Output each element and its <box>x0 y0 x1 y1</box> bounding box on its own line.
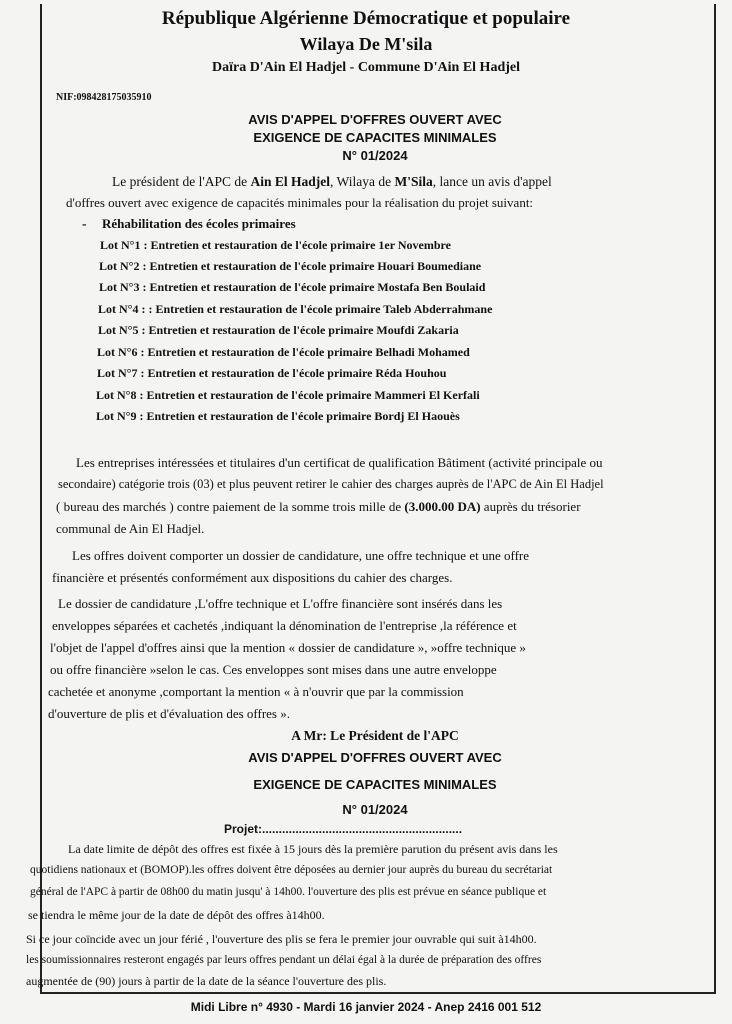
body-line: financière et présentés conformément aux dispositions du cahier des charges. <box>52 570 453 585</box>
lot-item: Lot N°7 : Entretien et restauration de l'école primaire Réda Houhou <box>97 366 447 380</box>
body-line: communal de Ain El Hadjel. <box>56 521 205 536</box>
body-line: cachetée et anonyme ,comportant la mention « à n'ouvrir que par la commission <box>48 684 464 699</box>
closing-line: La date limite de dépôt des offres est fixée à 15 jours dès la première parution du présent avis dans les <box>68 842 558 856</box>
footer-publication: Midi Libre n° 4930 - Mardi 16 janvier 2024 - Anep 2416 001 512 <box>190 1000 542 1014</box>
body-line: l'objet de l'appel d'offres ainsi que la mention « dossier de candidature », »offre technique » <box>50 640 526 655</box>
lot-item: Lot N°8 : Entretien et restauration de l'école primaire Mammeri El Kerfali <box>96 388 480 402</box>
address-title-line2: EXIGENCE DE CAPACITES MINIMALES <box>253 777 497 792</box>
lot-item: Lot N°3 : Entretien et restauration de l'école primaire Mostafa Ben Boulaid <box>99 280 486 294</box>
avis-title-line2: EXIGENCE DE CAPACITES MINIMALES <box>253 130 497 145</box>
address-project: Projet:............................................................ <box>224 822 463 836</box>
nif-number: NIF:098428175035910 <box>56 92 152 103</box>
body-line: secondaire) catégorie trois (03) et plus peuvent retirer le cahier des charges auprès de l'APC de Ain El Hadjel <box>58 477 604 491</box>
header-republic: République Algérienne Démocratique et populaire <box>161 8 571 29</box>
address-recipient: A Mr: Le Président de l'APC <box>291 728 459 743</box>
lot-item: Lot N°9 : Entretien et restauration de l'école primaire Bordj El Haouès <box>96 409 460 423</box>
lot-item: Lot N°1 : Entretien et restauration de l'école primaire 1er Novembre <box>100 238 451 252</box>
intro-line1: Le président de l'APC de Ain El Hadjel, Wilaya de M'Sila, lance un avis d'appel <box>112 174 552 189</box>
address-title-line1: AVIS D'APPEL D'OFFRES OUVERT AVEC <box>248 750 502 765</box>
closing-line: se tiendra le même jour de la date de dépôt des offres à14h00. <box>28 908 325 922</box>
body-line: ( bureau des marchés ) contre paiement de la somme trois mille de (3.000.00 DA) auprès du trésorier <box>56 499 581 514</box>
lot-item: Lot N°2 : Entretien et restauration de l'école primaire Houari Boumediane <box>99 259 482 273</box>
lot-item: Lot N°4 : : Entretien et restauration de l'école primaire Taleb Abderrahmane <box>98 302 493 316</box>
body-line: ou offre financière »selon le cas. Ces enveloppes sont mises dans une autre enveloppe <box>50 662 497 677</box>
avis-number: N° 01/2024 <box>342 148 408 163</box>
intro-line2: d'offres ouvert avec exigence de capacités minimales pour la réalisation du projet suivant: <box>66 195 534 210</box>
closing-line: les soumissionnaires resteront engagés par leurs offres pendant un délai égal à la durée de préparation des offres <box>26 954 542 966</box>
closing-line: Si ce jour coïncide avec un jour férié , l'ouverture des plis se fera le premier jour ouvrable qui suit à14h00. <box>26 932 537 946</box>
address-number: N° 01/2024 <box>342 802 408 817</box>
body-line: Les offres doivent comporter un dossier de candidature, une offre technique et une offre <box>72 548 529 563</box>
lot-item: Lot N°5 : Entretien et restauration de l'école primaire Moufdi Zakaria <box>98 323 459 337</box>
body-line: Le dossier de candidature ,L'offre technique et L'offre financière sont insérés dans les <box>58 596 503 611</box>
avis-title-line1: AVIS D'APPEL D'OFFRES OUVERT AVEC <box>248 112 502 127</box>
project-name: Réhabilitation des écoles primaires <box>102 216 296 231</box>
header-daira: Daïra D'Ain El Hadjel - Commune D'Ain El Hadjel <box>211 60 520 75</box>
body-line: enveloppes séparées et cachetés ,indiquant la dénomination de l'entreprise ,la référence et <box>52 618 517 633</box>
body-line: Les entreprises intéressées et titulaires d'un certificat de qualification Bâtiment (activité principale ou <box>76 455 603 470</box>
header-wilaya: Wilaya De M'sila <box>299 34 433 54</box>
bullet-dash: - <box>82 216 87 231</box>
lot-item: Lot N°6 : Entretien et restauration de l'école primaire Belhadi Mohamed <box>97 345 470 359</box>
closing-line: augmentée de (90) jours à partir de la date de la séance l'ouverture des plis. <box>26 974 387 988</box>
body-line: d'ouverture de plis et d'évaluation des offres ». <box>48 706 290 721</box>
closing-line: quotidiens nationaux et (BOMOP).les offres doivent être déposées au dernier jour auprès du bureau du secrétariat <box>30 864 553 876</box>
closing-line: général de l'APC à partir de 08h00 du matin jusqu' à 14h00. l'ouverture des plis est prévue en séance publique et <box>30 886 547 898</box>
